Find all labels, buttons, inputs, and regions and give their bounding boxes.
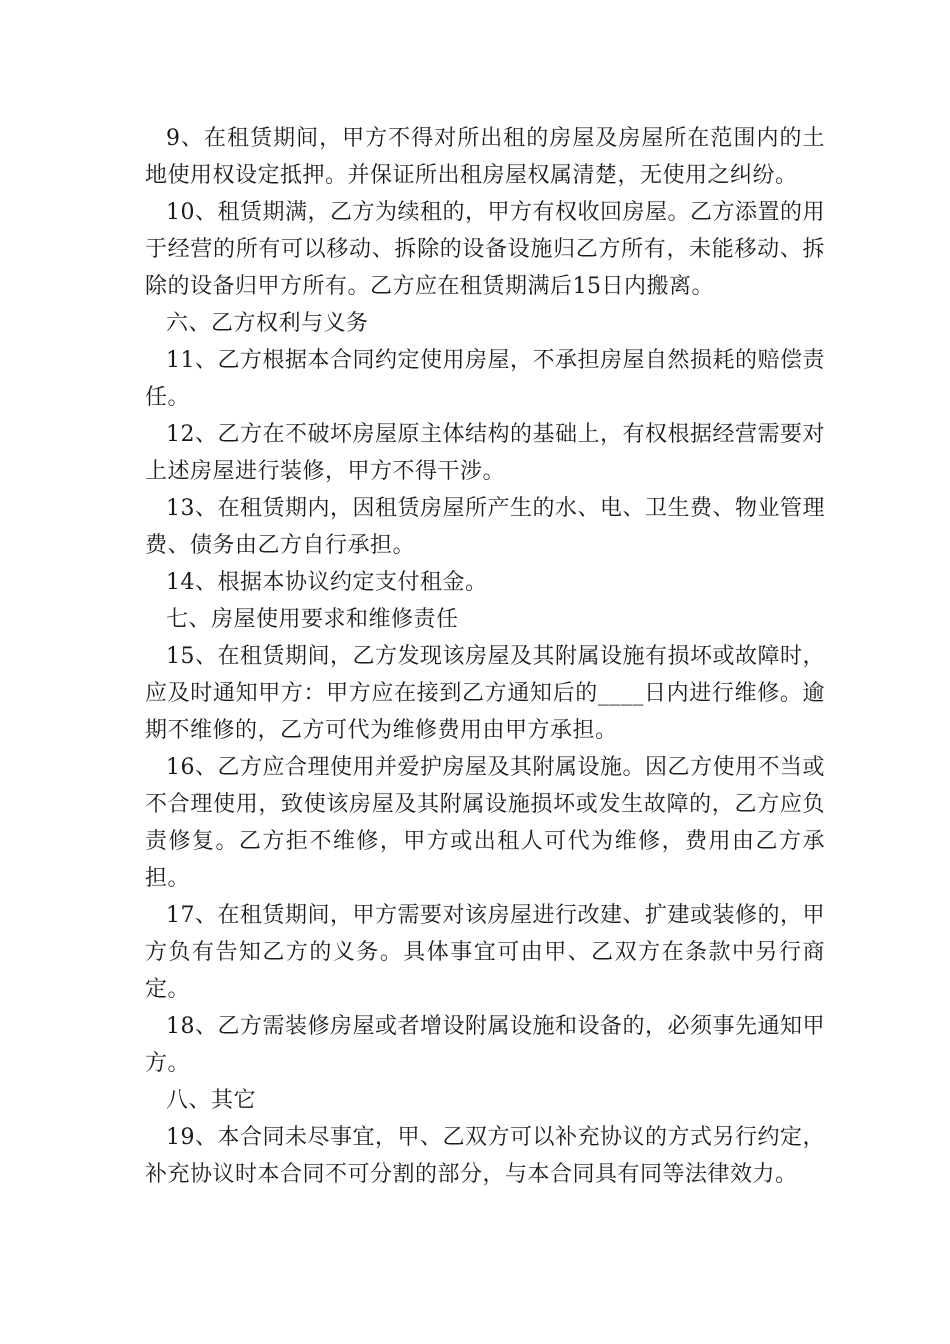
clause-17: 17、在租赁期间，甲方需要对该房屋进行改建、扩建或装修的，甲方负有告知乙方的义务。具体事宜可由甲、乙双方在条款中另行商定。 (145, 903, 825, 1002)
document-body (145, 120, 825, 1193)
clause-11: 11、乙方根据本合同约定使用房屋，不承担房屋自然损耗的赔偿责任。 (145, 348, 825, 410)
clause-19: 19、本合同未尽事宜，甲、乙双方可以补充协议的方式另行约定，补充协议时本合同不可分割的部分，与本合同具有同等法律效力。 (145, 1125, 825, 1187)
clause-9: 9、在租赁期间，甲方不得对所出租的房屋及房屋所在范围内的土地使用权设定抵押。并保证所出租房屋权属清楚，无使用之纠纷。 (145, 126, 825, 188)
clause-16: 16、乙方应合理使用并爱护房屋及其附属设施。因乙方使用不当或不合理使用，致使该房屋及其附属设施损坏或发生故障的，乙方应负责修复。乙方拒不维修，甲方或出租人可代为维修，费用由乙方承担。 (145, 755, 825, 891)
clause-13: 13、在租赁期内，因租赁房屋所产生的水、电、卫生费、物业管理费、债务由乙方自行承担。 (145, 496, 825, 558)
section-heading-8: 八、其它 (166, 1088, 257, 1113)
clause-10: 10、租赁期满，乙方为续租的，甲方有权收回房屋。乙方添置的用于经营的所有可以移动、拆除的设备设施归乙方所有，未能移动、拆除的设备归甲方所有。乙方应在租赁期满后15日内搬离。 (145, 200, 825, 299)
clause-18: 18、乙方需装修房屋或者增设附属设施和设备的，必须事先通知甲方。 (145, 1014, 825, 1076)
section-heading-6: 六、乙方权利与义务 (166, 311, 369, 336)
clause-14: 14、根据本协议约定支付租金。 (166, 570, 488, 595)
clause-12: 12、乙方在不破坏房屋原主体结构的基础上，有权根据经营需要对上述房屋进行装修，甲方不得干涉。 (145, 422, 825, 484)
clause-15: 15、在租赁期间，乙方发现该房屋及其附属设施有损坏或故障时，应及时通知甲方：甲方应在接到乙方通知后的____日内进行维修。逾期不维修的，乙方可代为维修费用由甲方承担。 (145, 644, 825, 743)
section-heading-7: 七、房屋使用要求和维修责任 (166, 607, 459, 632)
